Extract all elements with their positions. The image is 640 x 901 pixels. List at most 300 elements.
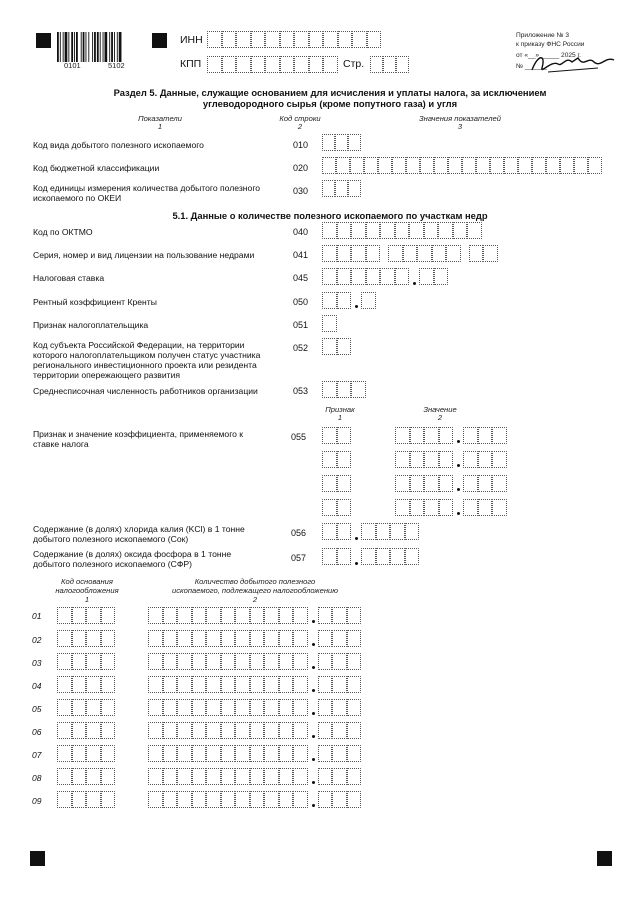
quantity-cell[interactable] — [221, 607, 236, 624]
quantity-cell[interactable] — [332, 607, 347, 624]
region-code-cell[interactable] — [337, 338, 352, 355]
coefficient-value-cell[interactable] — [439, 499, 454, 516]
quantity-cell[interactable] — [279, 607, 294, 624]
coefficient-sign-cell[interactable] — [322, 427, 337, 444]
quantity-cell[interactable] — [148, 791, 163, 808]
content-share-cell[interactable] — [376, 523, 391, 540]
inn-cell[interactable] — [280, 31, 295, 48]
quantity-cell[interactable] — [264, 722, 279, 739]
budget-classification-cell[interactable] — [364, 157, 378, 174]
content-share-cell[interactable] — [361, 548, 376, 565]
rent-coefficient-cell[interactable] — [322, 292, 337, 309]
coefficient-sign-cell[interactable] — [322, 451, 337, 468]
basis-code-cell[interactable] — [101, 722, 116, 739]
content-share-cell[interactable] — [390, 548, 405, 565]
okei-unit-cell[interactable] — [335, 180, 348, 197]
basis-code-cell[interactable] — [72, 630, 87, 647]
quantity-cell[interactable] — [148, 630, 163, 647]
quantity-cell[interactable] — [347, 745, 362, 762]
coefficient-value-cell[interactable] — [478, 499, 493, 516]
kpp-cell[interactable] — [294, 56, 309, 73]
license-number-cell[interactable] — [432, 245, 447, 262]
basis-code-cell[interactable] — [57, 722, 72, 739]
okei-unit-cell[interactable] — [322, 180, 335, 197]
quantity-cell[interactable] — [332, 745, 347, 762]
quantity-cell[interactable] — [235, 607, 250, 624]
basis-code-cell[interactable] — [101, 676, 116, 693]
kpp-cell[interactable] — [207, 56, 222, 73]
quantity-cell[interactable] — [250, 791, 265, 808]
quantity-cell[interactable] — [293, 699, 308, 716]
quantity-cell[interactable] — [264, 699, 279, 716]
quantity-cell[interactable] — [235, 676, 250, 693]
quantity-cell[interactable] — [177, 745, 192, 762]
basis-code-cell[interactable] — [101, 630, 116, 647]
oktmo-cell[interactable] — [351, 222, 366, 239]
quantity-cell[interactable] — [192, 676, 207, 693]
basis-code-cell[interactable] — [86, 768, 101, 785]
budget-classification-cell[interactable] — [322, 157, 336, 174]
inn-cell[interactable] — [265, 31, 280, 48]
coefficient-sign-cell[interactable] — [337, 427, 352, 444]
budget-classification-cell[interactable] — [462, 157, 476, 174]
quantity-cell[interactable] — [250, 745, 265, 762]
basis-code-cell[interactable] — [101, 791, 116, 808]
basis-code-cell[interactable] — [101, 699, 116, 716]
quantity-cell[interactable] — [148, 607, 163, 624]
oktmo-cell[interactable] — [467, 222, 482, 239]
quantity-cell[interactable] — [177, 791, 192, 808]
quantity-cell[interactable] — [192, 768, 207, 785]
basis-code-cell[interactable] — [57, 791, 72, 808]
basis-code-cell[interactable] — [72, 791, 87, 808]
quantity-cell[interactable] — [279, 630, 294, 647]
quantity-cell[interactable] — [192, 630, 207, 647]
quantity-cell[interactable] — [221, 745, 236, 762]
quantity-cell[interactable] — [163, 699, 178, 716]
oktmo-cell[interactable] — [322, 222, 337, 239]
quantity-cell[interactable] — [250, 699, 265, 716]
quantity-cell[interactable] — [206, 722, 221, 739]
quantity-cell[interactable] — [221, 722, 236, 739]
quantity-cell[interactable] — [163, 607, 178, 624]
coefficient-value-cell[interactable] — [410, 451, 425, 468]
basis-code-cell[interactable] — [101, 653, 116, 670]
quantity-cell[interactable] — [250, 607, 265, 624]
oktmo-cell[interactable] — [380, 222, 395, 239]
page-number-cell[interactable] — [383, 56, 396, 73]
oktmo-cell[interactable] — [395, 222, 410, 239]
budget-classification-cell[interactable] — [476, 157, 490, 174]
content-share-cell[interactable] — [376, 548, 391, 565]
kpp-cell[interactable] — [309, 56, 324, 73]
kpp-cell[interactable] — [222, 56, 237, 73]
basis-code-cell[interactable] — [86, 699, 101, 716]
quantity-cell[interactable] — [279, 745, 294, 762]
coefficient-value-cell[interactable] — [439, 427, 454, 444]
tax-rate-cell[interactable] — [337, 268, 352, 285]
kpp-cell[interactable] — [265, 56, 280, 73]
coefficient-sign-cell[interactable] — [337, 499, 352, 516]
headcount-cell[interactable] — [337, 381, 352, 398]
quantity-cell[interactable] — [279, 722, 294, 739]
tax-rate-cell[interactable] — [395, 268, 410, 285]
coefficient-value-cell[interactable] — [439, 451, 454, 468]
kpp-cell[interactable] — [280, 56, 295, 73]
coefficient-value-cell[interactable] — [395, 499, 410, 516]
inn-cell[interactable] — [251, 31, 266, 48]
quantity-cell[interactable] — [318, 745, 333, 762]
quantity-cell[interactable] — [206, 768, 221, 785]
quantity-cell[interactable] — [318, 768, 333, 785]
quantity-cell[interactable] — [221, 676, 236, 693]
kpp-cell[interactable] — [251, 56, 266, 73]
quantity-cell[interactable] — [293, 768, 308, 785]
quantity-cell[interactable] — [148, 768, 163, 785]
region-code-cell[interactable] — [322, 338, 337, 355]
license-series-cell[interactable] — [351, 245, 366, 262]
budget-classification-cell[interactable] — [434, 157, 448, 174]
tax-rate-cell[interactable] — [419, 268, 434, 285]
coefficient-value-cell[interactable] — [395, 427, 410, 444]
headcount-cell[interactable] — [351, 381, 366, 398]
quantity-cell[interactable] — [192, 607, 207, 624]
quantity-cell[interactable] — [221, 630, 236, 647]
quantity-cell[interactable] — [332, 653, 347, 670]
quantity-cell[interactable] — [148, 745, 163, 762]
quantity-cell[interactable] — [293, 745, 308, 762]
quantity-cell[interactable] — [163, 630, 178, 647]
oktmo-cell[interactable] — [409, 222, 424, 239]
quantity-cell[interactable] — [163, 676, 178, 693]
quantity-cell[interactable] — [148, 676, 163, 693]
basis-code-cell[interactable] — [72, 676, 87, 693]
okei-unit-cell[interactable] — [348, 180, 361, 197]
basis-code-cell[interactable] — [57, 630, 72, 647]
quantity-cell[interactable] — [148, 699, 163, 716]
quantity-cell[interactable] — [347, 791, 362, 808]
quantity-cell[interactable] — [332, 630, 347, 647]
license-number-cell[interactable] — [446, 245, 461, 262]
quantity-cell[interactable] — [318, 676, 333, 693]
budget-classification-cell[interactable] — [350, 157, 364, 174]
basis-code-cell[interactable] — [72, 745, 87, 762]
budget-classification-cell[interactable] — [420, 157, 434, 174]
quantity-cell[interactable] — [264, 791, 279, 808]
budget-classification-cell[interactable] — [518, 157, 532, 174]
quantity-cell[interactable] — [264, 630, 279, 647]
quantity-cell[interactable] — [206, 699, 221, 716]
coefficient-value-cell[interactable] — [395, 451, 410, 468]
quantity-cell[interactable] — [177, 630, 192, 647]
quantity-cell[interactable] — [177, 699, 192, 716]
mineral-type-code-cell[interactable] — [348, 134, 361, 151]
quantity-cell[interactable] — [177, 676, 192, 693]
inn-cell[interactable] — [236, 31, 251, 48]
quantity-cell[interactable] — [318, 630, 333, 647]
mineral-type-code-cell[interactable] — [322, 134, 335, 151]
inn-cell[interactable] — [309, 31, 324, 48]
quantity-cell[interactable] — [235, 653, 250, 670]
coefficient-value-cell[interactable] — [439, 475, 454, 492]
license-series-cell[interactable] — [322, 245, 337, 262]
quantity-cell[interactable] — [192, 745, 207, 762]
quantity-cell[interactable] — [206, 607, 221, 624]
license-series-cell[interactable] — [337, 245, 352, 262]
budget-classification-cell[interactable] — [448, 157, 462, 174]
quantity-cell[interactable] — [163, 745, 178, 762]
basis-code-cell[interactable] — [86, 607, 101, 624]
quantity-cell[interactable] — [177, 607, 192, 624]
coefficient-value-cell[interactable] — [424, 451, 439, 468]
basis-code-cell[interactable] — [86, 676, 101, 693]
quantity-cell[interactable] — [318, 722, 333, 739]
quantity-cell[interactable] — [318, 653, 333, 670]
quantity-cell[interactable] — [206, 676, 221, 693]
quantity-cell[interactable] — [264, 607, 279, 624]
oktmo-cell[interactable] — [366, 222, 381, 239]
coefficient-sign-cell[interactable] — [337, 475, 352, 492]
basis-code-cell[interactable] — [86, 745, 101, 762]
inn-cell[interactable] — [338, 31, 353, 48]
budget-classification-cell[interactable] — [490, 157, 504, 174]
coefficient-value-cell[interactable] — [492, 427, 507, 444]
kpp-cell[interactable] — [236, 56, 251, 73]
content-share-cell[interactable] — [405, 548, 420, 565]
quantity-cell[interactable] — [235, 745, 250, 762]
oktmo-cell[interactable] — [337, 222, 352, 239]
quantity-cell[interactable] — [206, 653, 221, 670]
quantity-cell[interactable] — [148, 653, 163, 670]
quantity-cell[interactable] — [192, 722, 207, 739]
quantity-cell[interactable] — [347, 630, 362, 647]
coefficient-value-cell[interactable] — [424, 475, 439, 492]
budget-classification-cell[interactable] — [574, 157, 588, 174]
basis-code-cell[interactable] — [57, 653, 72, 670]
budget-classification-cell[interactable] — [336, 157, 350, 174]
license-number-cell[interactable] — [417, 245, 432, 262]
quantity-cell[interactable] — [148, 722, 163, 739]
budget-classification-cell[interactable] — [392, 157, 406, 174]
license-number-cell[interactable] — [388, 245, 403, 262]
basis-code-cell[interactable] — [86, 630, 101, 647]
coefficient-value-cell[interactable] — [463, 499, 478, 516]
coefficient-value-cell[interactable] — [395, 475, 410, 492]
rent-coefficient-cell[interactable] — [361, 292, 376, 309]
inn-cell[interactable] — [294, 31, 309, 48]
coefficient-value-cell[interactable] — [492, 499, 507, 516]
quantity-cell[interactable] — [206, 745, 221, 762]
quantity-cell[interactable] — [221, 653, 236, 670]
quantity-cell[interactable] — [347, 722, 362, 739]
content-share-cell[interactable] — [361, 523, 376, 540]
quantity-cell[interactable] — [250, 653, 265, 670]
quantity-cell[interactable] — [347, 653, 362, 670]
coefficient-value-cell[interactable] — [478, 475, 493, 492]
coefficient-value-cell[interactable] — [410, 427, 425, 444]
quantity-cell[interactable] — [347, 768, 362, 785]
inn-cell[interactable] — [222, 31, 237, 48]
coefficient-value-cell[interactable] — [463, 475, 478, 492]
mineral-type-code-cell[interactable] — [335, 134, 348, 151]
oktmo-cell[interactable] — [424, 222, 439, 239]
license-type-cell[interactable] — [483, 245, 498, 262]
basis-code-cell[interactable] — [86, 791, 101, 808]
quantity-cell[interactable] — [318, 699, 333, 716]
coefficient-sign-cell[interactable] — [322, 475, 337, 492]
tax-rate-cell[interactable] — [434, 268, 449, 285]
quantity-cell[interactable] — [293, 722, 308, 739]
quantity-cell[interactable] — [347, 676, 362, 693]
quantity-cell[interactable] — [221, 791, 236, 808]
quantity-cell[interactable] — [318, 607, 333, 624]
quantity-cell[interactable] — [163, 791, 178, 808]
coefficient-value-cell[interactable] — [463, 427, 478, 444]
decimal-point — [312, 689, 315, 692]
inn-cell[interactable] — [352, 31, 367, 48]
quantity-cell[interactable] — [192, 653, 207, 670]
license-type-cell[interactable] — [469, 245, 484, 262]
quantity-cell[interactable] — [206, 630, 221, 647]
quantity-cell[interactable] — [279, 768, 294, 785]
inn-cell[interactable] — [207, 31, 222, 48]
quantity-cell[interactable] — [177, 768, 192, 785]
quantity-cell[interactable] — [293, 791, 308, 808]
content-share-cell[interactable] — [337, 523, 352, 540]
basis-code-cell[interactable] — [72, 699, 87, 716]
quantity-cell[interactable] — [318, 791, 333, 808]
rent-coefficient-cell[interactable] — [337, 292, 352, 309]
basis-code-cell[interactable] — [86, 653, 101, 670]
quantity-cell[interactable] — [177, 722, 192, 739]
tax-rate-cell[interactable] — [351, 268, 366, 285]
basis-code-cell[interactable] — [101, 607, 116, 624]
quantity-cell[interactable] — [235, 630, 250, 647]
quantity-cell[interactable] — [221, 699, 236, 716]
quantity-cell[interactable] — [235, 791, 250, 808]
basis-code-cell[interactable] — [57, 607, 72, 624]
quantity-cell[interactable] — [250, 722, 265, 739]
quantity-cell[interactable] — [264, 653, 279, 670]
quantity-cell[interactable] — [332, 722, 347, 739]
quantity-cell[interactable] — [235, 699, 250, 716]
quantity-cell[interactable] — [293, 607, 308, 624]
quantity-cell[interactable] — [347, 699, 362, 716]
quantity-cell[interactable] — [279, 676, 294, 693]
coefficient-value-cell[interactable] — [410, 475, 425, 492]
basis-code-cell[interactable] — [72, 607, 87, 624]
budget-classification-cell[interactable] — [532, 157, 546, 174]
inn-cell[interactable] — [323, 31, 338, 48]
oktmo-cell[interactable] — [453, 222, 468, 239]
quantity-cell[interactable] — [250, 630, 265, 647]
quantity-cell[interactable] — [279, 653, 294, 670]
content-share-cell[interactable] — [322, 548, 337, 565]
budget-classification-cell[interactable] — [588, 157, 602, 174]
oktmo-cell[interactable] — [438, 222, 453, 239]
quantity-cell[interactable] — [279, 699, 294, 716]
quantity-cell[interactable] — [293, 676, 308, 693]
budget-classification-cell[interactable] — [560, 157, 574, 174]
quantity-cell[interactable] — [221, 768, 236, 785]
quantity-cell[interactable] — [264, 676, 279, 693]
quantity-cell[interactable] — [235, 768, 250, 785]
coefficient-value-cell[interactable] — [492, 475, 507, 492]
basis-code-cell[interactable] — [57, 699, 72, 716]
quantity-cell[interactable] — [163, 722, 178, 739]
basis-code-cell[interactable] — [57, 745, 72, 762]
basis-code-cell[interactable] — [101, 768, 116, 785]
quantity-cell[interactable] — [293, 653, 308, 670]
basis-code-cell[interactable] — [72, 768, 87, 785]
coefficient-value-cell[interactable] — [478, 451, 493, 468]
content-share-cell[interactable] — [390, 523, 405, 540]
content-share-cell[interactable] — [322, 523, 337, 540]
basis-code-cell[interactable] — [101, 745, 116, 762]
quantity-cell[interactable] — [163, 653, 178, 670]
coefficient-value-cell[interactable] — [478, 427, 493, 444]
budget-classification-cell[interactable] — [406, 157, 420, 174]
coefficient-value-cell[interactable] — [424, 427, 439, 444]
coefficient-value-cell[interactable] — [492, 451, 507, 468]
quantity-cell[interactable] — [332, 676, 347, 693]
coefficient-value-cell[interactable] — [410, 499, 425, 516]
quantity-cell[interactable] — [192, 791, 207, 808]
content-share-cell[interactable] — [405, 523, 420, 540]
quantity-cell[interactable] — [293, 630, 308, 647]
quantity-cell[interactable] — [235, 722, 250, 739]
tax-rate-cell[interactable] — [380, 268, 395, 285]
quantity-cell[interactable] — [250, 768, 265, 785]
quantity-cell[interactable] — [347, 607, 362, 624]
basis-code-cell[interactable] — [57, 768, 72, 785]
page-number-cell[interactable] — [370, 56, 383, 73]
headcount-cell[interactable] — [322, 381, 337, 398]
coefficient-value-cell[interactable] — [424, 499, 439, 516]
coefficient-sign-cell[interactable] — [322, 499, 337, 516]
kpp-cell[interactable] — [323, 56, 338, 73]
budget-classification-cell[interactable] — [378, 157, 392, 174]
quantity-cell[interactable] — [163, 768, 178, 785]
budget-classification-cell[interactable] — [504, 157, 518, 174]
basis-code-cell[interactable] — [72, 722, 87, 739]
budget-classification-cell[interactable] — [546, 157, 560, 174]
quantity-cell[interactable] — [264, 745, 279, 762]
quantity-cell[interactable] — [332, 699, 347, 716]
quantity-cell[interactable] — [332, 768, 347, 785]
basis-code-cell[interactable] — [86, 722, 101, 739]
quantity-cell[interactable] — [206, 791, 221, 808]
quantity-cell[interactable] — [264, 768, 279, 785]
coefficient-value-cell[interactable] — [463, 451, 478, 468]
quantity-cell[interactable] — [177, 653, 192, 670]
quantity-cell[interactable] — [250, 676, 265, 693]
license-number-cell[interactable] — [403, 245, 418, 262]
coefficient-sign-cell[interactable] — [337, 451, 352, 468]
inn-cell[interactable] — [367, 31, 382, 48]
page-number-cell[interactable] — [396, 56, 409, 73]
basis-code-cell[interactable] — [57, 676, 72, 693]
license-series-cell[interactable] — [366, 245, 381, 262]
content-share-cell[interactable] — [337, 548, 352, 565]
taxpayer-sign-cell[interactable] — [322, 315, 337, 332]
basis-code-cell[interactable] — [72, 653, 87, 670]
quantity-cell[interactable] — [332, 791, 347, 808]
tax-rate-cell[interactable] — [366, 268, 381, 285]
quantity-cell[interactable] — [279, 791, 294, 808]
tax-rate-cell[interactable] — [322, 268, 337, 285]
quantity-cell[interactable] — [192, 699, 207, 716]
